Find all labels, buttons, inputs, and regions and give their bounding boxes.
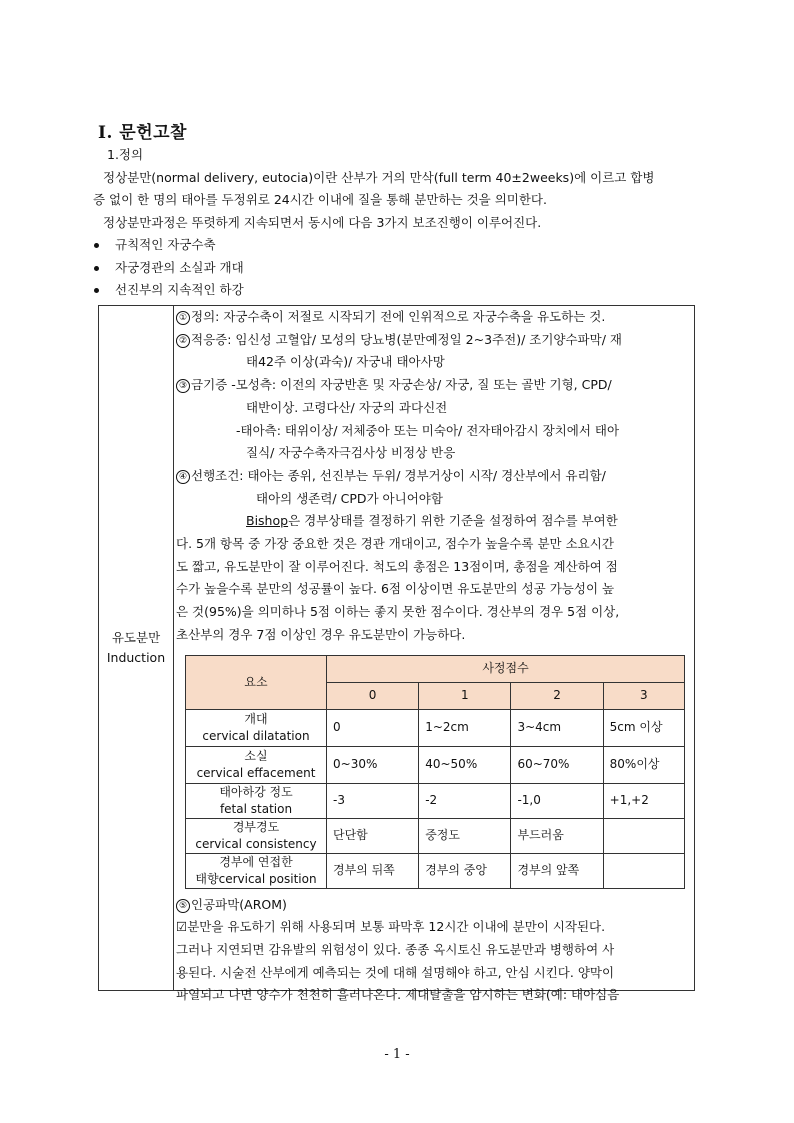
section-number: 1.정의: [107, 147, 144, 162]
page-number: - 1 -: [384, 1047, 410, 1062]
arom-paragraph-line-3: 용된다. 시술전 산부에게 예측되는 것에 대해 설명해야 하고, 안심 시킨다. 양막이: [176, 964, 615, 980]
row-label: 경부에 연접한 태향cervical position: [186, 853, 327, 888]
factor-header: 요소: [186, 655, 327, 709]
number-3-icon: ③: [176, 379, 190, 393]
bullet-item: 선진부의 지속적인 하강: [93, 279, 698, 302]
number-4-icon: ④: [176, 470, 190, 484]
row-label: 경부경도 cervical consistency: [186, 818, 327, 853]
table-cell: [603, 853, 684, 888]
table-cell: 경부의 앞쪽: [511, 853, 603, 888]
row-label: 개대 cervical dilatation: [186, 709, 327, 746]
number-2-icon: ②: [176, 334, 190, 348]
table-cell: -3: [327, 783, 419, 818]
table-cell: -1,0: [511, 783, 603, 818]
score-col-header: 1: [419, 682, 511, 709]
table-cell: -2: [419, 783, 511, 818]
table-cell: 40~50%: [419, 746, 511, 783]
table-cell: 경부의 중앙: [419, 853, 511, 888]
contraindication-line-cont: 태반이상. 고령다산/ 자궁의 과다신전: [246, 399, 448, 415]
induction-label-ko: 유도분만: [111, 630, 161, 645]
fetal-contraindication-line: -태아측: 태위이상/ 저체중아 또는 미숙아/ 전자태아감시 장치에서 태아: [236, 422, 620, 438]
bishop-paragraph-line-6: 초산부의 경우 7점 이상인 경우 유도분만이 가능하다.: [176, 626, 466, 642]
table-cell: 0: [327, 709, 419, 746]
table-cell: 60~70%: [511, 746, 603, 783]
table-row: [186, 746, 685, 783]
table-cell: 단단함: [327, 818, 419, 853]
induction-label-cell: [99, 306, 174, 990]
indication-line-cont: 태42주 이상(과숙)/ 자궁내 태아사망: [246, 354, 445, 370]
score-header: 사정점수: [327, 655, 685, 682]
definition-paragraph-line-2: 증 없이 한 명의 태아를 두정위로 24시간 이내에 질을 통해 분만하는 것을 의미한다.: [93, 192, 547, 207]
contraindication-line: ③ 금기증 -모성측: 이전의 자궁반흔 및 자궁손상/ 자궁, 질 또는 골반 기형, CPD/: [176, 374, 690, 397]
row-label: 소실 cervical effacement: [186, 746, 327, 783]
table-row: [186, 818, 685, 853]
bishop-link: Bishop: [246, 513, 289, 529]
precondition-line-cont: 태아의 생존력/ CPD가 아니어야함: [256, 490, 443, 506]
table-row: [186, 783, 685, 818]
indication-line: ② 적응증: 임신성 고혈압/ 모성의 당뇨병(분만예정일 2~3주전)/ 조기양수파막/ 재: [176, 329, 690, 352]
intro-section: [93, 144, 698, 302]
row-label: 태아하강 정도 fetal station: [186, 783, 327, 818]
bishop-paragraph-line-2: 다. 5개 항목 중 가장 중요한 것은 경관 개대이고, 점수가 높을수록 분만 소요시간: [176, 536, 614, 552]
table-cell: 3~4cm: [511, 709, 603, 746]
table-row: [186, 709, 685, 746]
induction-label-en: Induction: [106, 650, 166, 665]
arom-line: ⑤ 인공파막(AROM): [176, 894, 690, 917]
page-title: Ⅰ. 문헌고찰: [98, 123, 187, 143]
induction-box: [98, 305, 695, 1003]
fetal-contraindication-line-cont: 질식/ 자궁수축자극검사상 비정상 반응: [246, 445, 456, 461]
bishop-paragraph-line-4: 수가 높을수록 분만의 성공률이 높다. 6점 이상이면 유도분만의 성공 가능성이 높: [176, 581, 615, 597]
process-paragraph: 정상분만과정은 뚜렷하게 지속되면서 동시에 다음 3가지 보조진행이 이루어진다.: [103, 214, 542, 230]
bullet-list: [93, 234, 698, 302]
table-cell: +1,+2: [603, 783, 684, 818]
definition-paragraph-line-1: 정상분만(normal delivery, eutocia)이란 산부가 거의 만삭(full term 40±2weeks)에 이르고 합병: [103, 169, 655, 185]
bishop-score-table: [185, 655, 685, 889]
table-cell: 0~30%: [327, 746, 419, 783]
score-col-header: 2: [511, 682, 603, 709]
bullet-item: 규칙적인 자궁수축: [93, 234, 698, 257]
table-cell: 80%이상: [603, 746, 684, 783]
arom-paragraph-line-2: 그러나 지연되면 감유발의 위험성이 있다. 종종 옥시토신 유도분만과 병행하여 사: [176, 941, 615, 957]
arom-paragraph-line-1: ☑분만을 유도하기 위해 사용되며 보통 파막후 12시간 이내에 분만이 시작된다.: [176, 919, 606, 935]
bishop-paragraph-line-5: 은 것(95%)을 의미하나 5점 이하는 좋지 못한 점수이다. 경산부의 경우 5점 이상,: [176, 604, 620, 620]
number-1-icon: ①: [176, 311, 190, 325]
score-col-header: 0: [327, 682, 419, 709]
induction-content: [176, 306, 690, 1007]
arom-paragraph-line-4: 파열되고 나면 양수가 천천히 흘러나온다. 제대탈출을 암시하는 변화(예: 태아심음: [176, 987, 620, 1003]
table-cell: 부드러움: [511, 818, 603, 853]
bullet-item: 자궁경관의 소실과 개대: [93, 257, 698, 280]
checkbox-icon: ☑: [176, 919, 188, 935]
table-cell: 중정도: [419, 818, 511, 853]
precondition-line: ④ 선행조건: 태아는 종위, 선진부는 두위/ 경부거상이 시작/ 경산부에서 유리함/: [176, 465, 690, 488]
table-row: [186, 853, 685, 888]
number-5-icon: ⑤: [176, 899, 190, 913]
bishop-paragraph-line-1: Bishop은 경부상태를 결정하기 위한 기준을 설정하여 점수를 부여한: [246, 513, 618, 529]
table-cell: 5cm 이상: [603, 709, 684, 746]
table-cell: [603, 818, 684, 853]
definition-line: ① 정의: 자궁수축이 저절로 시작되기 전에 인위적으로 자궁수축을 유도하는 것.: [176, 306, 690, 329]
table-cell: 1~2cm: [419, 709, 511, 746]
bishop-paragraph-line-3: 도 짧고, 유도분만이 잘 이루어진다. 척도의 총점은 13점이며, 총점을 계산하여 점: [176, 558, 618, 574]
table-cell: 경부의 뒤쪽: [327, 853, 419, 888]
score-col-header: 3: [603, 682, 684, 709]
